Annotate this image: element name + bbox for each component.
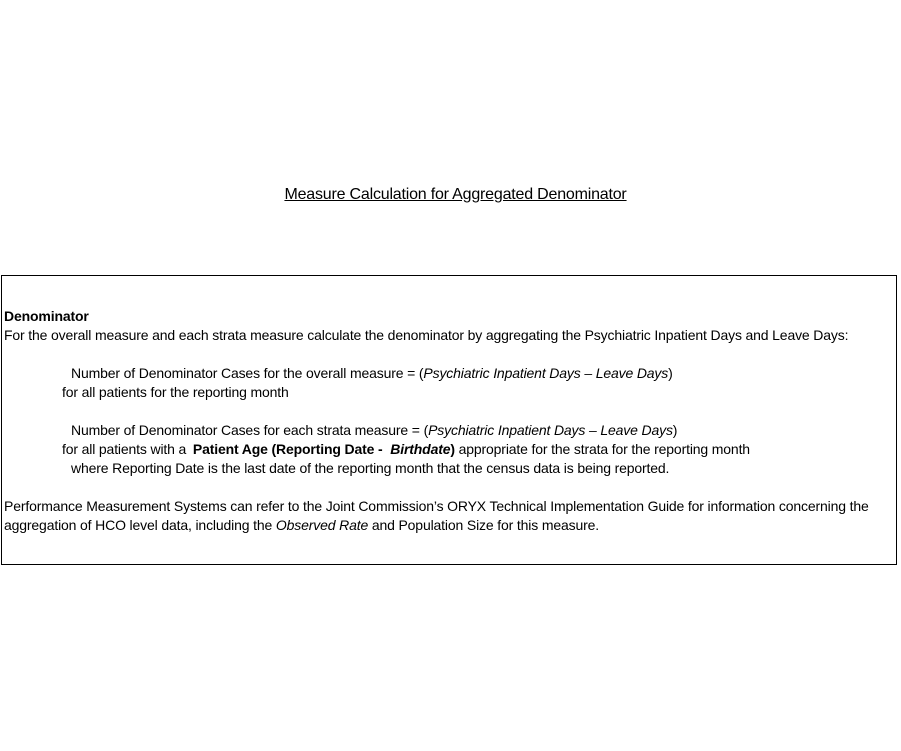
- birthdate-bold-italic: Birthdate: [390, 441, 451, 457]
- denominator-intro: For the overall measure and each strata measure calculate the denominator by aggregating the Psychiatric Inpatient Days and Leave Days:: [4, 327, 849, 343]
- patient-age-bold: Patient Age (Reporting Date -: [192, 441, 387, 457]
- strata-scope-suffix: appropriate for the strata for the reporting month: [454, 441, 750, 457]
- denominator-heading: Denominator: [4, 308, 89, 324]
- overall-formula-scope: for all patients for the reporting month: [62, 384, 289, 400]
- overall-formula-expression: Psychiatric Inpatient Days – Leave Days: [423, 365, 669, 381]
- patient-age-close: ): [450, 441, 455, 457]
- overall-formula-line: [71, 364, 673, 382]
- strata-scope-prefix: for all patients with a: [62, 441, 190, 457]
- observed-rate-italic: Observed Rate: [275, 517, 369, 533]
- footer-line-1: Performance Measurement Systems can refer to the Joint Commission’s ORYX Technical Implementation Guide for information concerning the: [4, 498, 869, 514]
- strata-formula-scope: [62, 440, 750, 458]
- overall-formula-prefix: Number of Denominator Cases for the overall measure = (: [71, 365, 424, 381]
- reporting-date-definition: where Reporting Date is the last date of the reporting month that the census data is being reported.: [71, 460, 670, 476]
- strata-formula-prefix: Number of Denominator Cases for each strata measure = (: [71, 422, 429, 438]
- footer-line-2-prefix: aggregation of HCO level data, including the: [4, 517, 276, 533]
- page-title: Measure Calculation for Aggregated Denominator: [284, 186, 627, 203]
- overall-formula-suffix: ): [668, 365, 673, 381]
- strata-formula-suffix: ): [672, 422, 678, 438]
- strata-formula-line: [71, 421, 677, 439]
- footer-line-2: [4, 516, 599, 534]
- footer-line-2-suffix: and Population Size for this measure.: [368, 517, 599, 533]
- strata-formula-expression: Psychiatric Inpatient Days – Leave Days: [428, 422, 673, 438]
